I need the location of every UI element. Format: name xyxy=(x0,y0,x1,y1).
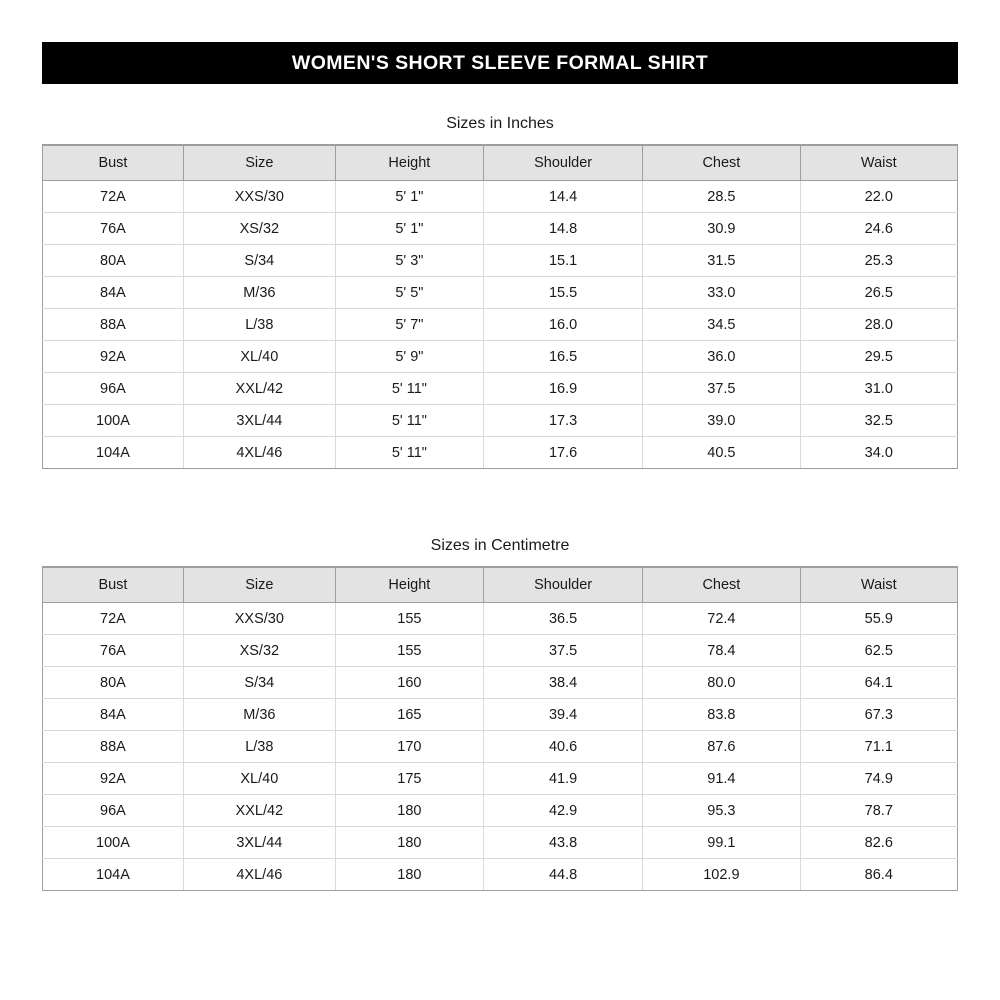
cell-waist: 55.9 xyxy=(800,603,957,635)
cell-waist: 86.4 xyxy=(800,859,957,891)
cell-waist: 31.0 xyxy=(800,373,957,405)
cell-chest: 80.0 xyxy=(643,667,800,699)
cell-bust: 92A xyxy=(43,341,184,373)
cell-waist: 29.5 xyxy=(800,341,957,373)
table-row xyxy=(43,859,958,891)
cell-shoulder: 17.3 xyxy=(484,405,643,437)
cell-shoulder: 38.4 xyxy=(484,667,643,699)
cell-chest: 39.0 xyxy=(643,405,800,437)
cell-chest: 99.1 xyxy=(643,827,800,859)
cell-height: 155 xyxy=(335,603,483,635)
cell-size: XXL/42 xyxy=(183,373,335,405)
cell-size: M/36 xyxy=(183,699,335,731)
table-row xyxy=(43,763,958,795)
page-title: WOMEN'S SHORT SLEEVE FORMAL SHIRT xyxy=(291,51,709,74)
table-row xyxy=(43,309,958,341)
column-header-shoulder: Shoulder xyxy=(484,146,643,181)
cell-chest: 91.4 xyxy=(643,763,800,795)
cell-waist: 28.0 xyxy=(800,309,957,341)
cell-height: 180 xyxy=(335,795,483,827)
table-row xyxy=(43,795,958,827)
cell-bust: 96A xyxy=(43,373,184,405)
cell-size: XS/32 xyxy=(183,213,335,245)
cell-bust: 76A xyxy=(43,213,184,245)
cell-chest: 28.5 xyxy=(643,181,800,213)
cell-size: XL/40 xyxy=(183,341,335,373)
cell-bust: 84A xyxy=(43,699,184,731)
cell-size: XXS/30 xyxy=(183,603,335,635)
cell-height: 175 xyxy=(335,763,483,795)
cell-shoulder: 17.6 xyxy=(484,437,643,469)
cell-chest: 37.5 xyxy=(643,373,800,405)
cell-size: 4XL/46 xyxy=(183,859,335,891)
cell-height: 5' 5" xyxy=(335,277,483,309)
cell-size: XL/40 xyxy=(183,763,335,795)
cell-height: 5' 11" xyxy=(335,373,483,405)
cell-size: 4XL/46 xyxy=(183,437,335,469)
cell-chest: 40.5 xyxy=(643,437,800,469)
cell-height: 5' 1" xyxy=(335,181,483,213)
column-header-bust: Bust xyxy=(43,568,184,603)
column-header-bust: Bust xyxy=(43,146,184,181)
cell-shoulder: 44.8 xyxy=(484,859,643,891)
table-row xyxy=(43,635,958,667)
table-row xyxy=(43,181,958,213)
cell-shoulder: 36.5 xyxy=(484,603,643,635)
table-row xyxy=(43,213,958,245)
cell-bust: 104A xyxy=(43,859,184,891)
table-row xyxy=(43,667,958,699)
cell-height: 5' 3" xyxy=(335,245,483,277)
cell-height: 5' 1" xyxy=(335,213,483,245)
cell-height: 180 xyxy=(335,859,483,891)
cell-size: L/38 xyxy=(183,731,335,763)
cell-bust: 100A xyxy=(43,827,184,859)
cell-shoulder: 15.5 xyxy=(484,277,643,309)
column-header-waist: Waist xyxy=(800,146,957,181)
table-row xyxy=(43,437,958,469)
cell-shoulder: 37.5 xyxy=(484,635,643,667)
table-row xyxy=(43,731,958,763)
column-header-size: Size xyxy=(183,568,335,603)
cell-chest: 72.4 xyxy=(643,603,800,635)
cell-chest: 34.5 xyxy=(643,309,800,341)
cell-size: S/34 xyxy=(183,245,335,277)
cell-waist: 32.5 xyxy=(800,405,957,437)
cell-bust: 100A xyxy=(43,405,184,437)
cell-bust: 92A xyxy=(43,763,184,795)
size-table-centimetre xyxy=(42,526,958,891)
cell-shoulder: 41.9 xyxy=(484,763,643,795)
cell-waist: 62.5 xyxy=(800,635,957,667)
cell-waist: 64.1 xyxy=(800,667,957,699)
cell-waist: 71.1 xyxy=(800,731,957,763)
cell-shoulder: 16.0 xyxy=(484,309,643,341)
table-row xyxy=(43,827,958,859)
cell-height: 5' 11" xyxy=(335,437,483,469)
cell-height: 160 xyxy=(335,667,483,699)
cell-bust: 72A xyxy=(43,603,184,635)
cell-size: 3XL/44 xyxy=(183,405,335,437)
cell-bust: 104A xyxy=(43,437,184,469)
cell-height: 5' 9" xyxy=(335,341,483,373)
cell-chest: 33.0 xyxy=(643,277,800,309)
table-row xyxy=(43,699,958,731)
cell-size: XXS/30 xyxy=(183,181,335,213)
cell-waist: 74.9 xyxy=(800,763,957,795)
column-header-height: Height xyxy=(335,146,483,181)
size-table-inches xyxy=(42,104,958,469)
cell-bust: 88A xyxy=(43,309,184,341)
cell-shoulder: 42.9 xyxy=(484,795,643,827)
cell-waist: 67.3 xyxy=(800,699,957,731)
cell-waist: 34.0 xyxy=(800,437,957,469)
cell-shoulder: 14.8 xyxy=(484,213,643,245)
column-header-shoulder: Shoulder xyxy=(484,568,643,603)
cell-size: XS/32 xyxy=(183,635,335,667)
cell-shoulder: 40.6 xyxy=(484,731,643,763)
page-title-bar xyxy=(42,42,958,84)
cell-shoulder: 43.8 xyxy=(484,827,643,859)
cell-size: S/34 xyxy=(183,667,335,699)
cell-size: XXL/42 xyxy=(183,795,335,827)
table-caption-centimetre: Sizes in Centimetre xyxy=(42,526,958,567)
cell-height: 180 xyxy=(335,827,483,859)
cell-size: M/36 xyxy=(183,277,335,309)
cell-chest: 83.8 xyxy=(643,699,800,731)
table-row xyxy=(43,603,958,635)
column-header-waist: Waist xyxy=(800,568,957,603)
table-header-row xyxy=(43,568,958,603)
cell-bust: 72A xyxy=(43,181,184,213)
cell-chest: 36.0 xyxy=(643,341,800,373)
cell-shoulder: 16.9 xyxy=(484,373,643,405)
cell-chest: 102.9 xyxy=(643,859,800,891)
cell-height: 165 xyxy=(335,699,483,731)
cell-bust: 80A xyxy=(43,667,184,699)
cell-shoulder: 16.5 xyxy=(484,341,643,373)
column-header-height: Height xyxy=(335,568,483,603)
table-row xyxy=(43,277,958,309)
table-caption-inches: Sizes in Inches xyxy=(42,104,958,145)
cell-height: 155 xyxy=(335,635,483,667)
cell-waist: 26.5 xyxy=(800,277,957,309)
cell-chest: 31.5 xyxy=(643,245,800,277)
table-row xyxy=(43,341,958,373)
cell-shoulder: 39.4 xyxy=(484,699,643,731)
cell-bust: 88A xyxy=(43,731,184,763)
cell-shoulder: 14.4 xyxy=(484,181,643,213)
cell-chest: 30.9 xyxy=(643,213,800,245)
cell-chest: 95.3 xyxy=(643,795,800,827)
cell-bust: 76A xyxy=(43,635,184,667)
cell-size: L/38 xyxy=(183,309,335,341)
column-header-chest: Chest xyxy=(643,146,800,181)
column-header-size: Size xyxy=(183,146,335,181)
cell-waist: 82.6 xyxy=(800,827,957,859)
cell-waist: 78.7 xyxy=(800,795,957,827)
cell-waist: 25.3 xyxy=(800,245,957,277)
cell-height: 5' 7" xyxy=(335,309,483,341)
cell-height: 170 xyxy=(335,731,483,763)
table-row xyxy=(43,405,958,437)
cell-height: 5' 11" xyxy=(335,405,483,437)
cell-size: 3XL/44 xyxy=(183,827,335,859)
cell-waist: 22.0 xyxy=(800,181,957,213)
cell-bust: 96A xyxy=(43,795,184,827)
table-header-row xyxy=(43,146,958,181)
table-row xyxy=(43,245,958,277)
cell-waist: 24.6 xyxy=(800,213,957,245)
cell-shoulder: 15.1 xyxy=(484,245,643,277)
column-header-chest: Chest xyxy=(643,568,800,603)
cell-chest: 87.6 xyxy=(643,731,800,763)
cell-bust: 84A xyxy=(43,277,184,309)
cell-bust: 80A xyxy=(43,245,184,277)
cell-chest: 78.4 xyxy=(643,635,800,667)
table-row xyxy=(43,373,958,405)
